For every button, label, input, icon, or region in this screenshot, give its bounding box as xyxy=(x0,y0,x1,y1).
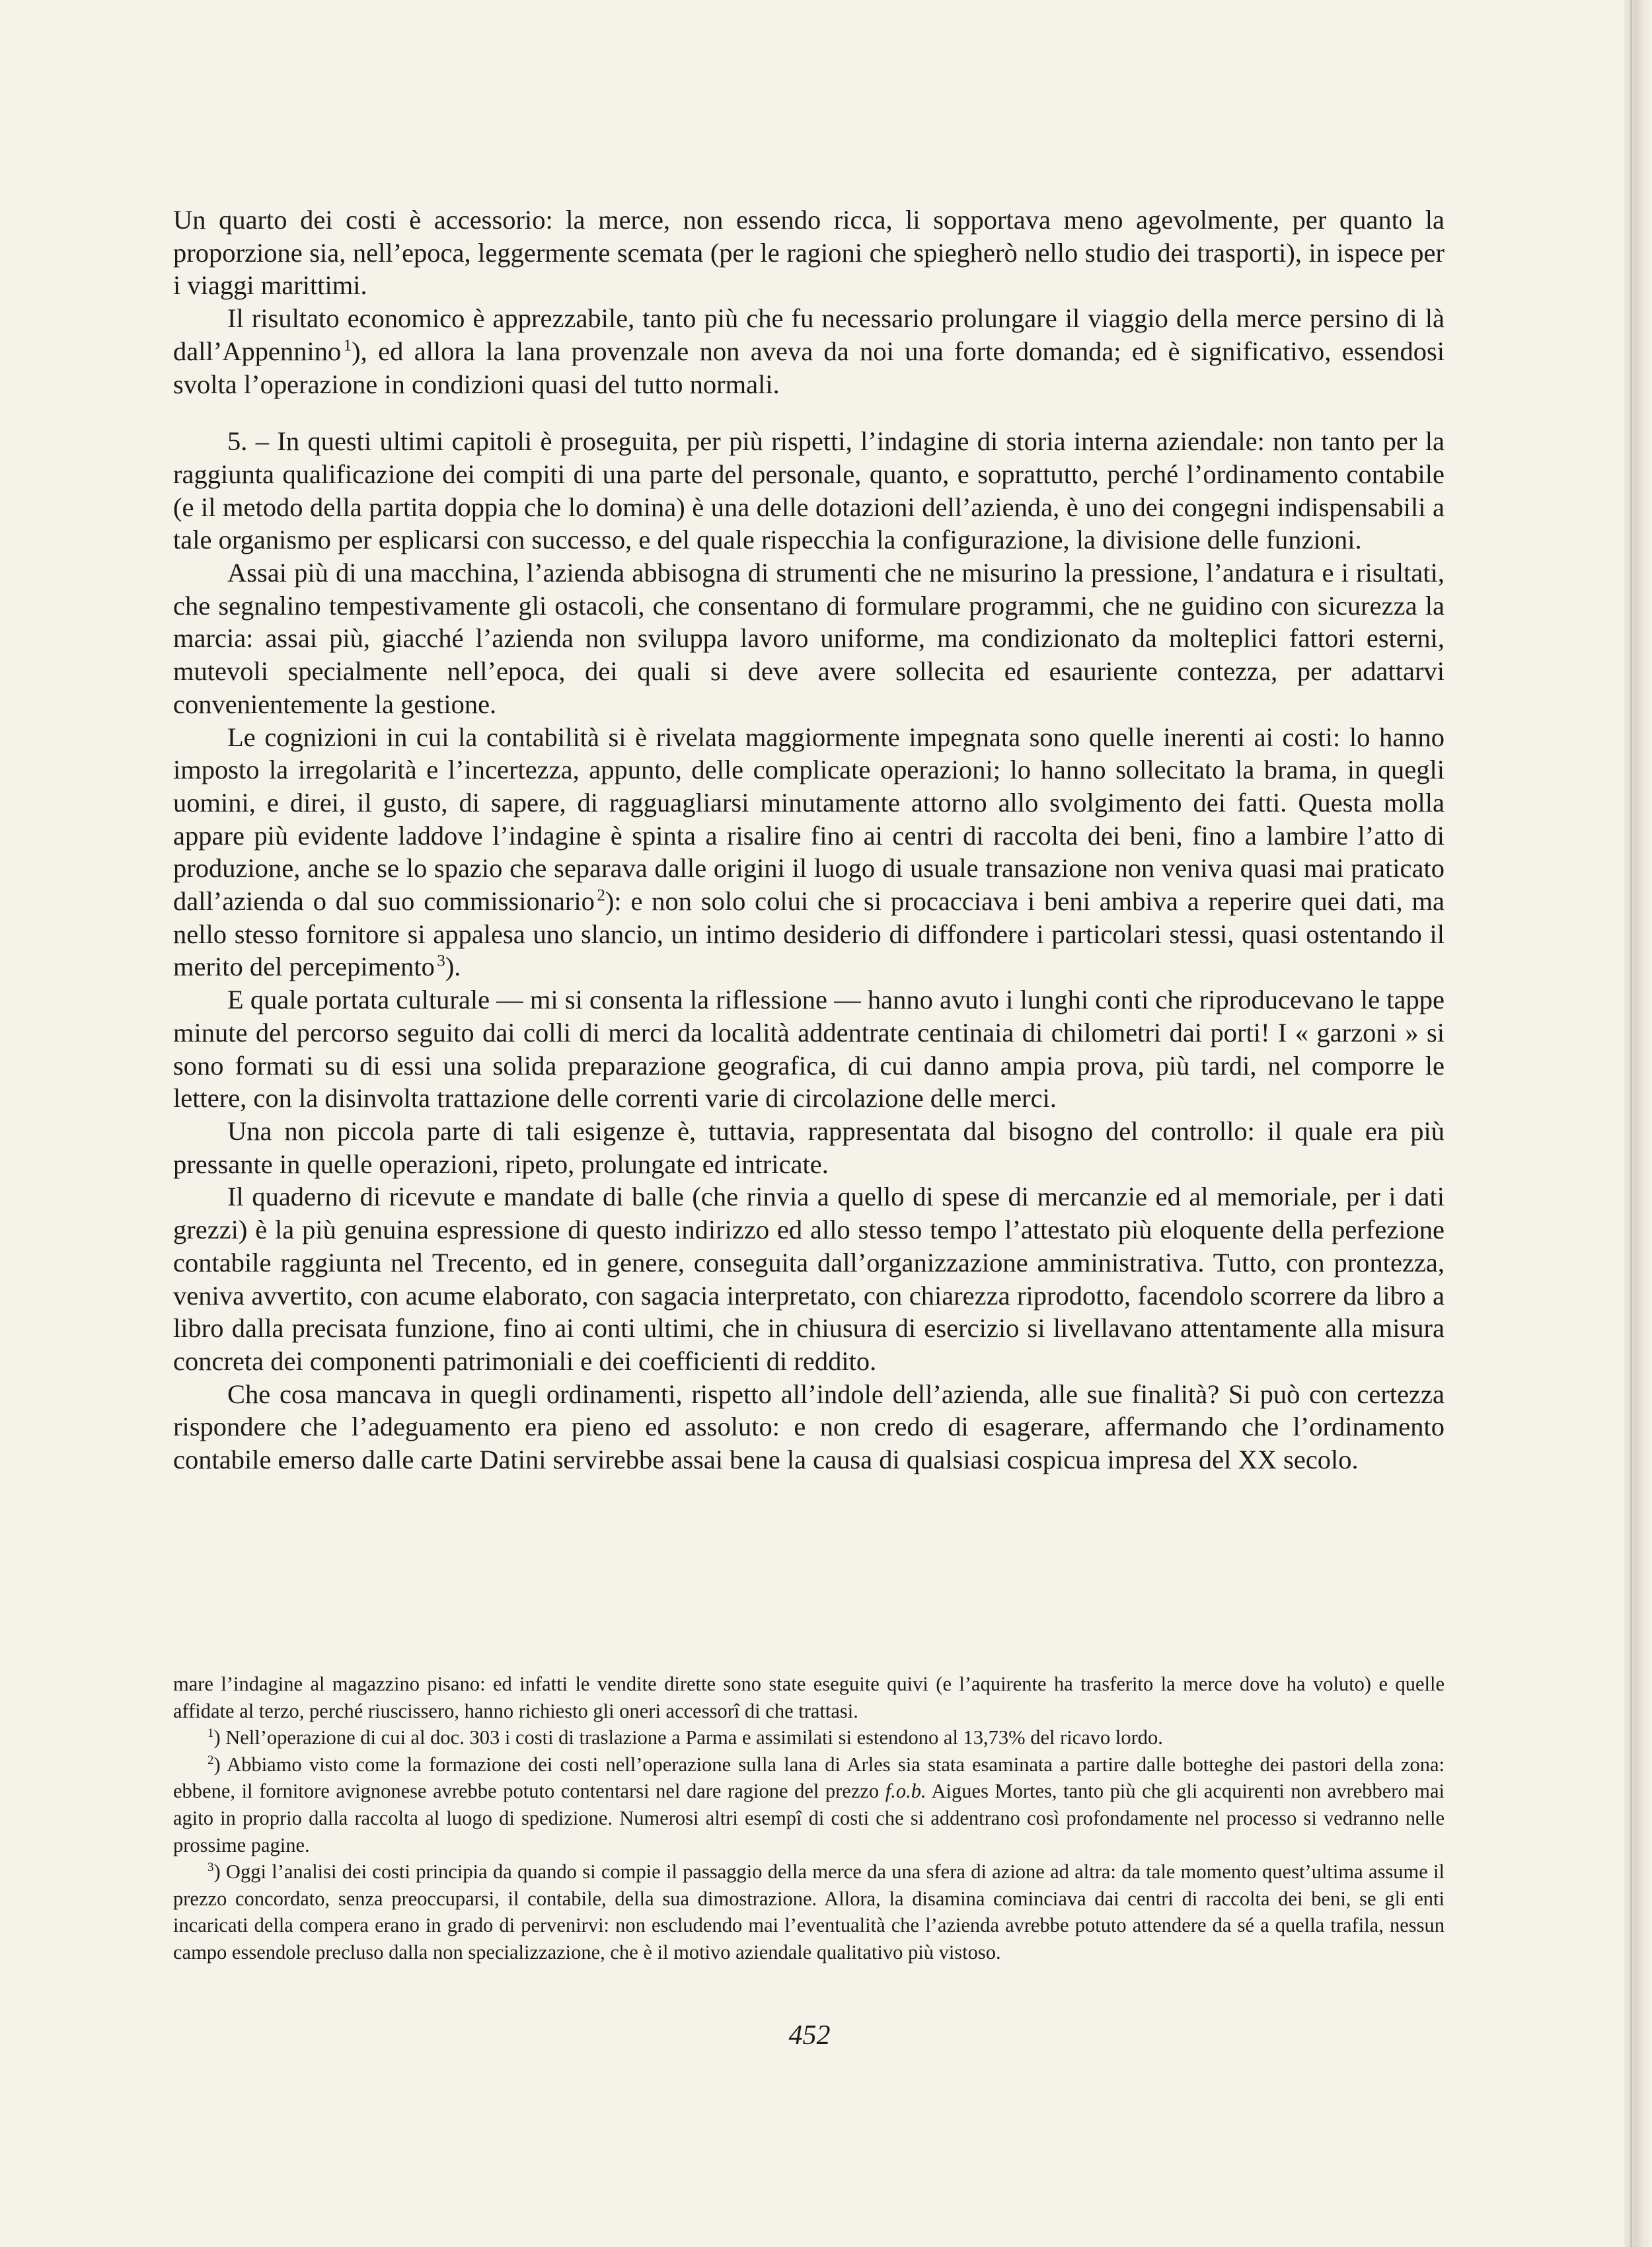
footnote-continuation: mare l’indagine al magazzino pisano: ed infatti le vendite dirette sono state eseguite quivi (e l’aquirente ha trasferito la merce dove ha voluto) e quelle affidate al terzo, perché riuscissero, hanno richiesto gli oneri accessorî di che trattasi. xyxy=(173,1673,1445,1722)
paragraph-2-text-b: ), ed allora la lana provenzale non aveva da noi una forte domanda; ed è significativo, essendosi svolta l’operazione in condizioni quasi del tutto normali. xyxy=(173,336,1445,399)
paragraph-6: E quale portata culturale — mi si consenta la riflessione — hanno avuto i lunghi conti che riproducevano le tappe minute del percorso seguito dai colli di merci da località addentrate centinaia di chilometri dai porti! I « garzoni » si sono formati su di essi una solida preparazione geografica, di cui danno ampia prova, più tardi, nel comporre le lettere, con la disinvolta trattazione delle correnti varie di circolazione delle merci. xyxy=(173,985,1445,1114)
footnote-2-text-b: Aigues Mortes, tanto più che gli acquirenti non avrebbero mai agito in proprio dalla raccolta al luogo di spedizione. Numerosi altri esempî di costi che si addentrano così profondamente nel processo si vedranno nelle prossime pagine. xyxy=(173,1780,1445,1856)
paragraph-4: Assai più di una macchina, l’azienda abbisogna di strumenti che ne misurino la pressione, l’andatura e i risultati, che segnalino tempestivamente gli ostacoli, che consentano di formulare programmi, che ne guidino con sicurezza la marcia: assai più, giacché l’azienda non sviluppa lavoro uniforme, ma condizionato da molteplici fattori esterni, mutevoli specialmente nell’epoca, dei quali si deve avere sollecita ed esauriente contezza, per adattarvi convenientemente la gestione. xyxy=(173,558,1445,719)
footnotes xyxy=(173,1671,1445,1966)
paragraph-5 xyxy=(173,721,1445,984)
footnote-3-text: ) Oggi l’analisi dei costi principia da quando si compie il passaggio della merce da una sfera di azione ad altra: da tale momento quest’ultima assume il prezzo concordato, senza preoccuparsi, il contabile, della sua dimostrazione. Allora, la disamina cominciava dai centri di raccolta dei beni, se gli enti incaricati della compera erano in grado di pervenirvi: non escludendo mai l’eventualità che l’azienda avrebbe potuto attendere da sé a quella trafila, nessun campo essendole precluso dalla non specializzazione, che è il motivo aziendale qualitativo più vistoso. xyxy=(173,1860,1445,1963)
paragraph-9: Che cosa mancava in quegli ordinamenti, rispetto all’indole dell’azienda, alle sue finalità? Si può con certezza rispondere che l’adeguamento era pieno ed assoluto: e non credo di esagerare, affermando che l’ordinamento contabile emerso dalle carte Datini servirebbe assai bene la causa di qualsiasi cospicua impresa del XX secolo. xyxy=(173,1379,1445,1475)
paragraph-5-text-b: ): e non solo colui che si procacciava i beni ambiva a reperire quei dati, ma nello stesso fornitore si appalesa uno slancio, un intimo desiderio di diffondere i particolari stessi, quasi ostentando il merito del percepimento xyxy=(173,886,1445,982)
footnote-ref-1: 1 xyxy=(343,336,352,355)
footnote-ref-3: 3 xyxy=(437,952,445,970)
paragraph-5-text-a: Le cognizioni in cui la contabilità si è rivelata maggiormente impegnata sono quelle inerenti ai costi: lo hanno imposto la irregolarità e l’incertezza, appunto, delle complicate operazioni; lo hanno sollecitato la brama, in quegli uomini, e direi, il gusto, di sapere, di ragguagliarsi minutamente attorno allo svolgimento dei fatti. Questa molla appare più evidente laddove l’indagine è spinta a risalire fino ai centri di raccolta dei beni, fino a lambire l’atto di produzione, anche se lo spazio che separava dalle origini il luogo di usuale transazione non veniva quasi mai praticato dall’azienda o dal suo commissionario xyxy=(173,722,1445,917)
footnote-2 xyxy=(173,1751,1445,1858)
paragraph-5-text-c: ). xyxy=(445,952,461,982)
footnote-1-text: ) Nell’operazione di cui al doc. 303 i costi di traslazione a Parma e assimilati si estendono al 13,73% del ricavo lordo. xyxy=(213,1726,1163,1749)
main-text xyxy=(173,204,1445,1476)
paragraph-8: Il quaderno di ricevute e mandate di balle (che rinvia a quello di spese di mercanzie ed al memoriale, per i dati grezzi) è la più genuina espressione di questo indirizzo ed allo stesso tempo l’attestato più eloquente della perfezione contabile raggiunta nel Trecento, ed in genere, conseguita dall’organizzazione amministrativa. Tutto, con prontezza, veniva avvertito, con acume elaborato, con sagacia interpretato, con chiarezza riprodotto, facendolo scorrere da libro a libro dalla precisata funzione, fino ai conti ultimi, che in chiusura di esercizio si livellavano attentamente alla misura concreta dei componenti patrimoniali e dei coefficienti di reddito. xyxy=(173,1182,1445,1376)
page-edge-shadow xyxy=(1624,0,1652,2247)
paragraph-7: Una non piccola parte di tali esigenze è, tuttavia, rappresentata dal bisogno del controllo: il quale era più pressante in quelle operazioni, ripeto, prolungate ed intricate. xyxy=(173,1116,1445,1179)
page-edge-line xyxy=(1630,0,1632,2247)
footnote-2-text-a: ) Abbiamo visto come la formazione dei costi nell’operazione sulla lana di Arles sia stata esaminata a partire dalle botteghe dei pastori della zona: ebbene, il fornitore avignonese avrebbe potuto contentarsi nel dare ragione del prezzo xyxy=(173,1753,1445,1803)
footnote-3 xyxy=(173,1858,1445,1965)
footnote-2-mark: 2 xyxy=(207,1753,214,1767)
footnote-1-mark: 1 xyxy=(207,1726,214,1741)
paragraph-1: Un quarto dei costi è accessorio: la merce, non essendo ricca, li sopportava meno agevolmente, per quanto la proporzione sia, nell’epoca, leggermente scemata (per le ragioni che spiegherò nello studio dei trasporti), in ispece per i viaggi marittimi. xyxy=(173,205,1445,301)
footnote-ref-2: 2 xyxy=(597,886,605,905)
paragraph-2 xyxy=(173,302,1445,400)
footnote-3-mark: 3 xyxy=(207,1860,214,1874)
footnote-1 xyxy=(173,1724,1445,1751)
page-number: 452 xyxy=(788,2020,831,2051)
paragraph-2-text-a: Il risultato economico è apprezzabile, tanto più che fu necessario prolungare il viaggio della merce persino di là dall’Appennino xyxy=(173,303,1445,366)
footnote-2-italic: f.o.b. xyxy=(885,1780,926,1803)
paragraph-section-5: 5. – In questi ultimi capitoli è proseguita, per più rispetti, l’indagine di storia interna aziendale: non tanto per la raggiunta qualificazione dei compiti di una parte del personale, quanto, e soprattutto, perché l’ordinamento contabile (e il metodo della partita doppia che lo domina) è una delle dotazioni dell’azienda, è uno dei congegni indispensabili a tale organismo per esplicarsi con successo, e del quale rispecchia la configurazione, la divisione delle funzioni. xyxy=(173,426,1445,555)
